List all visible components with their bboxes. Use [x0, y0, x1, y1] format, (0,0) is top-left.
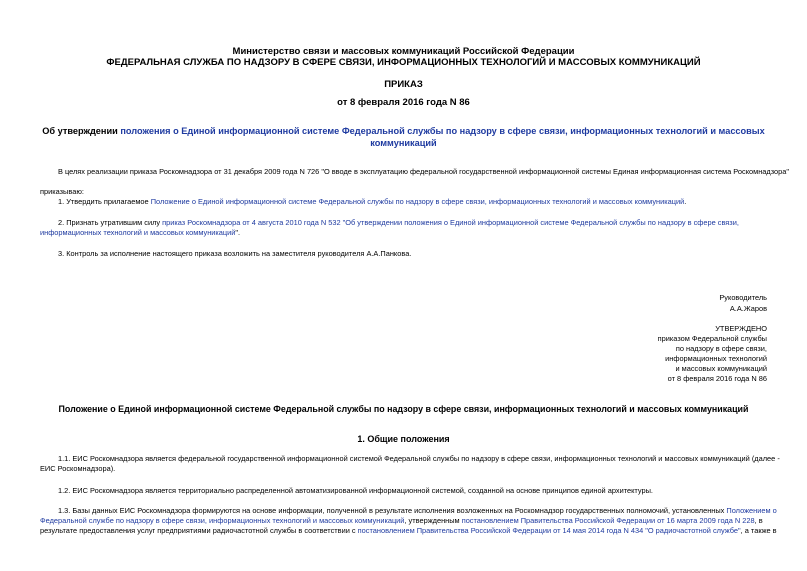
signature-name: А.А.Жаров: [729, 304, 767, 313]
approval-line-2: приказом Федеральной службы: [657, 334, 767, 343]
document-title: [40, 126, 767, 149]
para-1-3-line3: [40, 526, 777, 537]
approval-line-5: и массовых коммуникаций: [675, 364, 767, 373]
signature-role: Руководитель: [719, 293, 767, 302]
item-2-link-line1[interactable]: приказ Роскомнадзора от 4 августа 2010 года N 532 "Об утверждении положения о Единой информационной системе Федеральной службы по надзору в сфере связи,: [162, 218, 739, 227]
item-3: 3. Контроль за исполнение настоящего приказа возложить на заместителя руководителя А.А.Панкова.: [58, 249, 412, 258]
title-link-line1[interactable]: положения о Единой информационной системе Федеральной службы по надзору в сфере связи, информационных технологий и массовых: [120, 126, 765, 136]
para-1-1-line2: ЕИС Роскомнадзора).: [40, 464, 116, 473]
para-1-3-text5: , а также в: [740, 526, 777, 535]
para-1-3-link1[interactable]: Положением о: [726, 506, 777, 515]
para-1-1-line1: 1.1. ЕИС Роскомнадзора является федеральной государственной информационной системой Федеральной службы по надзору в сфере связи, информационных технологий и массовых коммуникаций (далее -: [58, 454, 780, 463]
para-1-3-line2: [40, 516, 769, 527]
item-2-line1: [58, 218, 769, 229]
approval-line-3: по надзору в сфере связи,: [675, 344, 767, 353]
para-1-3-text4: результате предоставления услуг предприятиями радиочастотной службы в соответствии с: [40, 526, 358, 535]
para-1-3-link4[interactable]: постановлением Правительства Российской Федерации от 14 мая 2014 года N 434 "О радиочастотной службе": [357, 526, 741, 535]
item-2-link-line2[interactable]: информационных технологий и массовых коммуникаций: [40, 228, 236, 237]
item-2-line2: [40, 228, 240, 239]
item-2-suffix: ".: [235, 228, 241, 237]
ministry-heading: Министерство связи и массовых коммуникаций Российской Федерации: [232, 46, 575, 57]
item-1-suffix: .: [684, 197, 687, 206]
approval-line-4: информационных технологий: [665, 354, 767, 363]
title-link-line2[interactable]: коммуникаций: [370, 137, 437, 148]
doc-type: ПРИКАЗ: [384, 79, 423, 90]
preamble-text: В целях реализации приказа Роскомнадзора от 31 декабря 2009 года N 726 "О вводе в эксплуатацию федеральной государственной информационной системы Единая информационная система Роскомнадзора": [58, 167, 789, 176]
para-1-3-line1: [58, 506, 777, 517]
item-1-link[interactable]: Положение о Единой информационной системе Федеральной службы по надзору в сфере связи, информационных технологий и массовых коммуникаций: [150, 197, 685, 206]
para-1-3-text1: 1.3. Базы данных ЕИС Роскомнадзора формируются на основе информации, полученной в результате исполнения возложенных на Роскомнадзор государственных полномочий, установленных: [58, 506, 727, 515]
item-1-prefix: 1. Утвердить прилагаемое: [58, 197, 151, 206]
para-1-3-link2[interactable]: Федеральной службе по надзору в сфере связи, информационных технологий и массовых коммуникаций: [40, 516, 405, 525]
title-prefix: Об утверждении: [42, 126, 121, 136]
para-1-2: 1.2. ЕИС Роскомнадзора является территориально распределенной автоматизированной информационной системой, созданной на основе принципов единой архитектуры.: [58, 486, 653, 495]
approval-line-1: УТВЕРЖДЕНО: [715, 324, 767, 333]
item-2-prefix: 2. Признать утратившим силу: [58, 218, 163, 227]
approval-line-6: от 8 февраля 2016 года N 86: [667, 374, 767, 383]
doc-date-number: от 8 февраля 2016 года N 86: [337, 97, 470, 108]
service-heading: ФЕДЕРАЛЬНАЯ СЛУЖБА ПО НАДЗОРУ В СФЕРЕ СВЯЗИ, ИНФОРМАЦИОННЫХ ТЕХНОЛОГИЙ И МАССОВЫХ КОММУНИКАЦИЙ: [106, 57, 701, 68]
section-1-heading: 1. Общие положения: [357, 434, 450, 444]
order-word: приказываю:: [40, 187, 84, 196]
para-1-3-text2: , утвержденным: [404, 516, 462, 525]
para-1-3-text3: , в: [754, 516, 763, 525]
para-1-3-link3[interactable]: постановлением Правительства Российской Федерации от 16 марта 2009 года N 228: [461, 516, 755, 525]
item-1: [58, 197, 773, 208]
regulation-title: Положение о Единой информационной системе Федеральной службы по надзору в сфере связи, информационных технологий и массовых коммуникаций: [58, 404, 749, 414]
